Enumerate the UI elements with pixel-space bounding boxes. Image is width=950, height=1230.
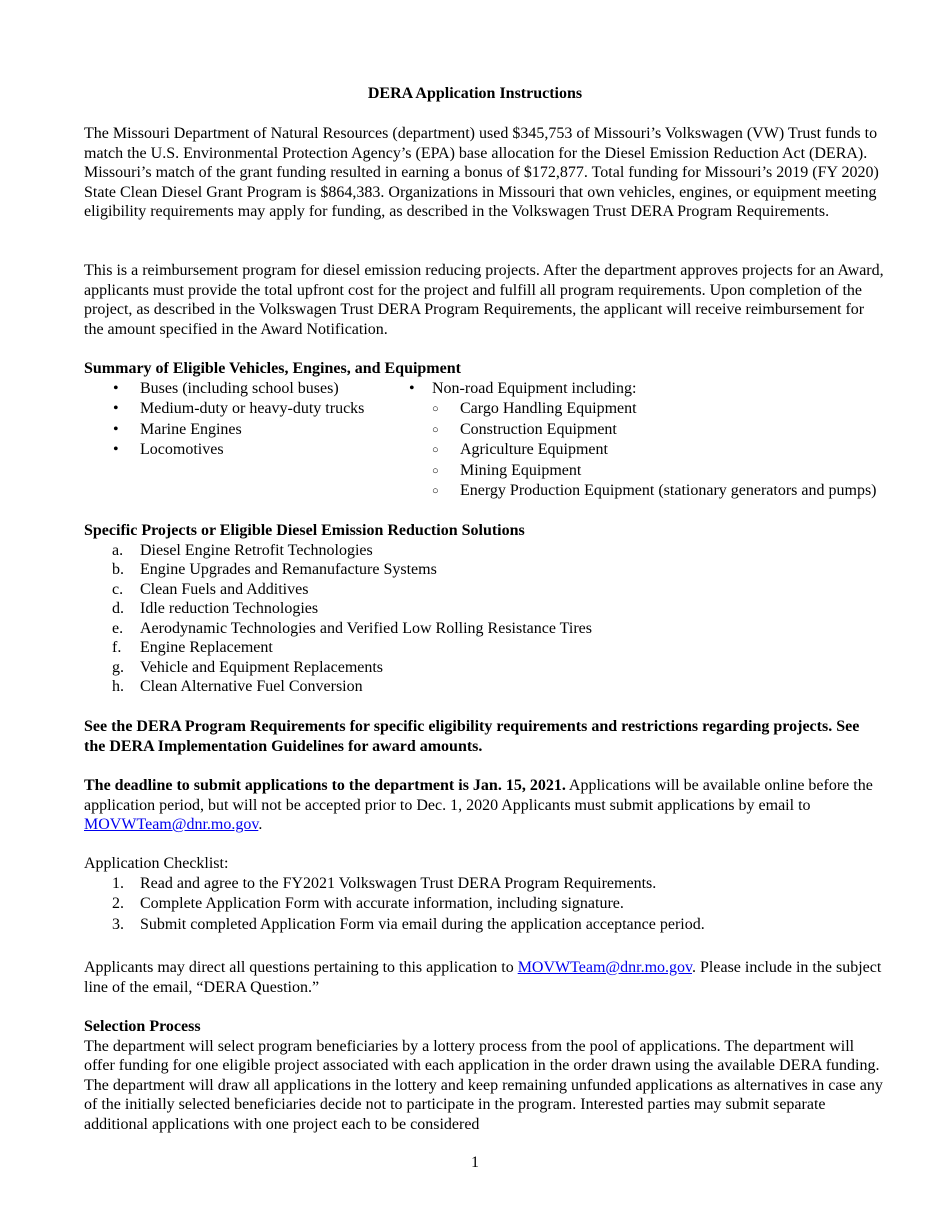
selection-heading: Selection Process <box>84 1018 201 1035</box>
list-item <box>84 560 884 580</box>
list-item: • Non-road Equipment including: <box>380 379 920 400</box>
list-item-text: Clean Alternative Fuel Conversion <box>140 678 363 695</box>
questions-block <box>84 958 884 997</box>
list-item-text: Vehicle and Equipment Replacements <box>140 658 384 676</box>
deadline-text: Applications will be available online before the application period, but will not be accepted prior to Dec. 1, 2020 Applicants must submit applications by email to <box>84 777 873 814</box>
list-marker: f. <box>112 639 122 656</box>
nonroad-equipment-list <box>380 379 920 502</box>
list-item-text: Submit completed Application Form via email during the application acceptance period. <box>140 915 705 933</box>
list-item <box>84 580 884 600</box>
list-subitem: ○ Cargo Handling Equipment <box>380 399 920 420</box>
selection-paragraph: The department will select program beneficiaries by a lottery process from the pool of applications. The department will offer funding for one eligible project associated with each application in the order drawn using the available DERA funding. The department will draw all applications in the lottery and keep remaining unfunded applications as alternatives in case any of the initially selected beneficiaries decide not to participate in the program. Interested parties may submit separate additional applications with one project each to be considered <box>84 1037 883 1133</box>
questions-paragraph <box>84 958 884 997</box>
list-item-text: Aerodynamic Technologies and Verified Low Rolling Resistance Tires <box>140 619 592 637</box>
list-item <box>84 638 884 658</box>
list-item-text: Complete Application Form with accurate information, including signature. <box>140 895 624 912</box>
list-item <box>84 677 884 697</box>
list-marker: e. <box>112 619 124 637</box>
list-marker: 2. <box>112 895 124 912</box>
checklist-list <box>84 874 884 936</box>
list-item: • Marine Engines <box>84 420 414 441</box>
deadline-end: . <box>258 816 263 833</box>
reimbursement-paragraph: This is a reimbursement program for diesel emission reducing projects. After the department approves projects for an Award, applicants must provide the total upfront cost for the project and fulfill all program requirements. Upon completion of the project, as described in the Volkswagen Trust DERA Program Requirements, the applicant will receive reimbursement for the amount specified in the Award Notification. <box>84 262 884 338</box>
checklist-label: Application Checklist: <box>84 855 229 872</box>
list-item-text: Engine Upgrades and Remanufacture Systems <box>140 561 437 578</box>
projects-section <box>84 521 884 697</box>
list-item-text: Diesel Engine Retrofit Technologies <box>140 541 373 559</box>
email-link[interactable]: MOVWTeam@dnr.mo.gov <box>84 816 259 833</box>
list-subitem: ○ Energy Production Equipment (stationary generators and pumps) <box>380 481 920 502</box>
list-item <box>84 915 884 936</box>
list-marker: h. <box>112 678 124 695</box>
selection-section <box>84 1017 884 1134</box>
list-marker: g. <box>112 658 124 676</box>
list-marker: 3. <box>112 915 124 933</box>
intro-block <box>84 124 884 222</box>
list-marker: a. <box>112 541 124 559</box>
list-item-text: Engine Replacement <box>140 639 273 656</box>
list-item: • Locomotives <box>84 440 414 461</box>
projects-heading: Specific Projects or Eligible Diesel Emission Reduction Solutions <box>84 522 525 539</box>
list-item: • Medium-duty or heavy-duty trucks <box>84 399 414 420</box>
deadline-block <box>84 776 884 835</box>
list-subitem: ○ Agriculture Equipment <box>380 440 920 461</box>
list-item-text: Idle reduction Technologies <box>140 600 319 617</box>
page-title: DERA Application Instructions <box>367 85 583 102</box>
list-subitem: ○ Construction Equipment <box>380 420 920 441</box>
deadline-bold: The deadline to submit applications to the department is Jan. 15, 2021. <box>84 777 566 794</box>
summary-lists <box>84 379 884 509</box>
list-item <box>84 658 884 678</box>
list-marker: d. <box>112 600 124 617</box>
intro-paragraph: The Missouri Department of Natural Resources (department) used $345,753 of Missouri’s Volkswagen (VW) Trust funds to match the U.S. Environmental Protection Agency’s (EPA) base allocation for the Diesel Emission Reduction Act (DERA). Missouri’s match of the grant funding resulted in earning a bonus of $172,877. Total funding for Missouri’s 2019 (FY 2020) State Clean Diesel Grant Program is $864,383. Organizations in Missouri that own vehicles, engines, or equipment meeting eligibility requirements may apply for funding, as described in the Volkswagen Trust DERA Program Requirements. <box>84 125 879 220</box>
list-item-text: Read and agree to the FY2021 Volkswagen Trust DERA Program Requirements. <box>140 874 657 892</box>
list-item <box>84 619 884 639</box>
list-subitem: ○ Mining Equipment <box>380 461 920 482</box>
page-number: 1 <box>471 1154 479 1171</box>
vehicles-list <box>84 379 414 461</box>
projects-list <box>84 541 884 697</box>
questions-text-end: . Please include in the subject line of the email, “DERA Question.” <box>84 959 882 996</box>
list-marker: 1. <box>112 874 124 892</box>
list-item: • Buses (including school buses) <box>84 379 414 400</box>
requirements-note: See the DERA Program Requirements for specific eligibility requirements and restrictions regarding projects. See the DERA Implementation Guidelines for award amounts. <box>84 718 860 755</box>
list-item <box>84 894 884 915</box>
questions-email-link[interactable]: MOVWTeam@dnr.mo.gov <box>517 959 693 976</box>
reimbursement-block <box>84 261 884 339</box>
questions-text: Applicants may direct all questions pertaining to this application to <box>84 959 518 976</box>
deadline-paragraph <box>84 776 884 835</box>
summary-heading: Summary of Eligible Vehicles, Engines, and Equipment <box>84 360 461 377</box>
list-marker: b. <box>112 561 124 578</box>
checklist-section <box>84 854 884 935</box>
list-item-text: Clean Fuels and Additives <box>140 580 309 598</box>
summary-section <box>84 359 884 509</box>
requirements-note-block <box>84 717 884 756</box>
list-item <box>84 599 884 619</box>
list-item <box>84 874 884 895</box>
list-item <box>84 541 884 561</box>
list-marker: c. <box>112 580 124 598</box>
